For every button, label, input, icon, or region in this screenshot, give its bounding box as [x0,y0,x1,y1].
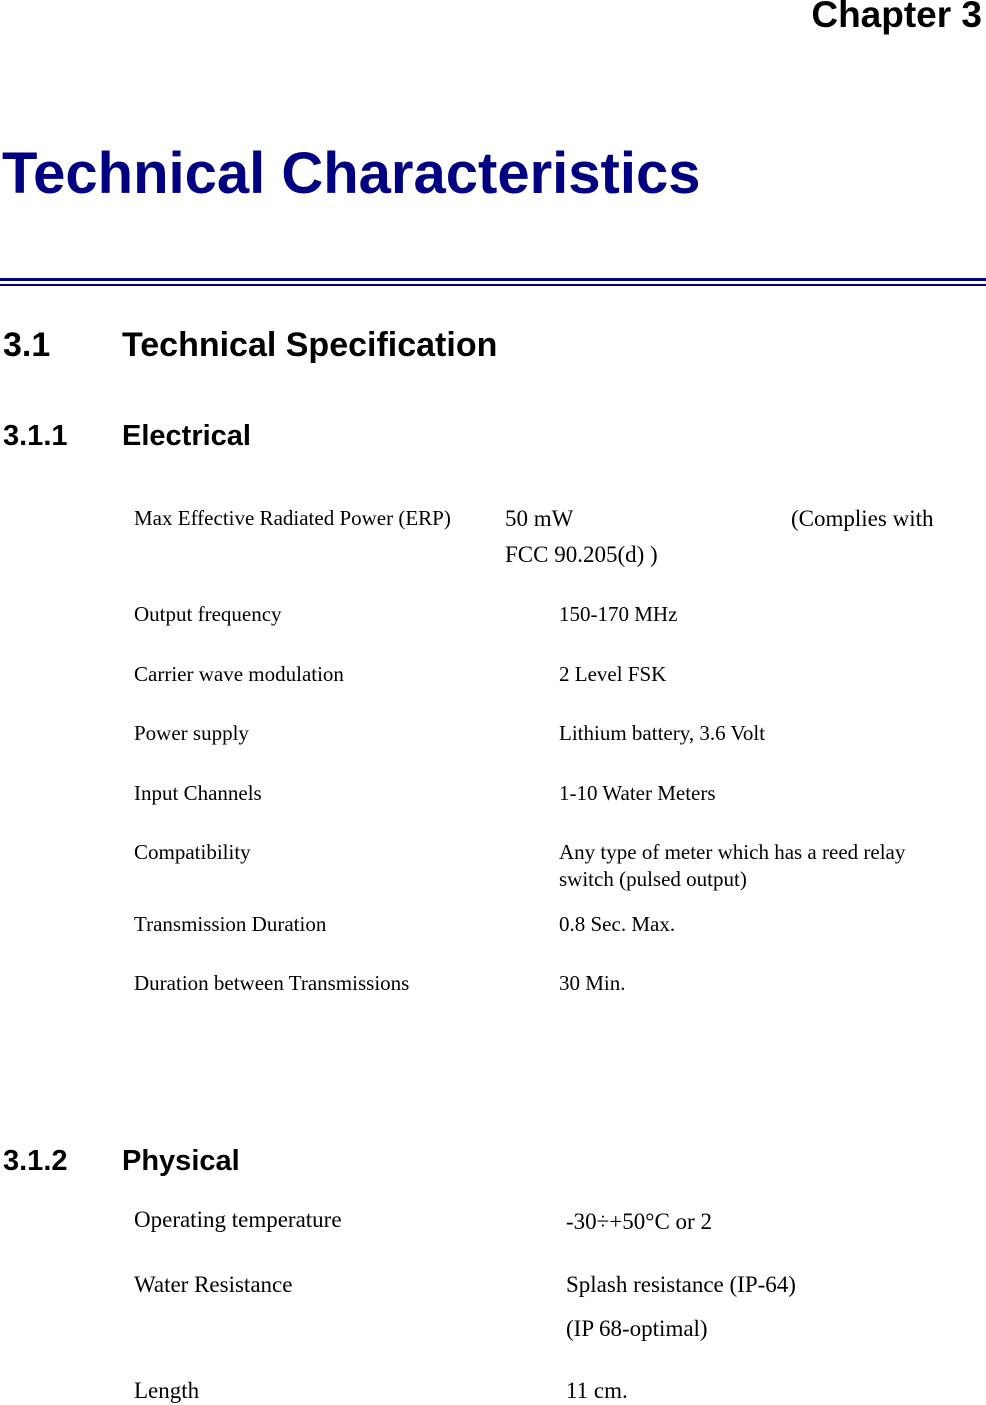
spec-value-duration-between: 30 Min. [559,971,626,995]
spec-value-erp: 50 mW [505,506,574,531]
subsection-electrical-title: Electrical [122,420,251,452]
spec-note-erp: (Complies with [791,506,934,531]
spec-value-output-frequency: 150-170 MHz [559,602,678,626]
subsection-electrical-number: 3.1.1 [3,420,68,452]
spec-value-power-supply: Lithium battery, 3.6 Volt [559,721,766,745]
spec-label-duration-between: Duration between Transmissions [134,971,410,995]
spec-value-compatibility: Any type of meter which has a reed relay [559,840,906,864]
spec-note-erp-2: FCC 90.205(d) ) [505,542,658,567]
chapter-label: Chapter 3 [811,0,982,35]
spec-label-power-supply: Power supply [134,721,249,745]
spec-label-erp: Max Effective Radiated Power (ERP) [134,506,451,530]
spec-label-input-channels: Input Channels [134,781,262,805]
spec-value-water-resistance-2: (IP 68-optimal) [566,1316,708,1341]
spec-label-compatibility: Compatibility [134,840,251,864]
subsection-physical-number: 3.1.2 [3,1145,68,1177]
title-rule-top [0,278,986,281]
spec-value-transmission-duration: 0.8 Sec. Max. [559,912,676,936]
page-title: Technical Characteristics [2,141,701,206]
section-number: 3.1 [3,326,51,364]
spec-value-input-channels: 1-10 Water Meters [559,781,716,805]
spec-value-carrier-modulation: 2 Level FSK [559,662,667,686]
spec-label-transmission-duration: Transmission Duration [134,912,327,936]
spec-value-water-resistance: Splash resistance (IP-64) [566,1272,796,1297]
spec-label-length: Length [134,1378,200,1403]
spec-value-compatibility-2: switch (pulsed output) [559,867,747,891]
spec-label-water-resistance: Water Resistance [134,1272,293,1297]
spec-label-operating-temperature: Operating temperature [134,1207,342,1232]
spec-label-carrier-modulation: Carrier wave modulation [134,662,344,686]
spec-value-operating-temperature: -30÷+50°C or 2 [566,1209,712,1234]
spec-label-output-frequency: Output frequency [134,602,282,626]
section-title: Technical Specification [122,326,498,364]
subsection-physical-title: Physical [122,1145,240,1177]
spec-value-length: 11 cm. [566,1378,628,1403]
title-rule-bottom [0,284,986,286]
